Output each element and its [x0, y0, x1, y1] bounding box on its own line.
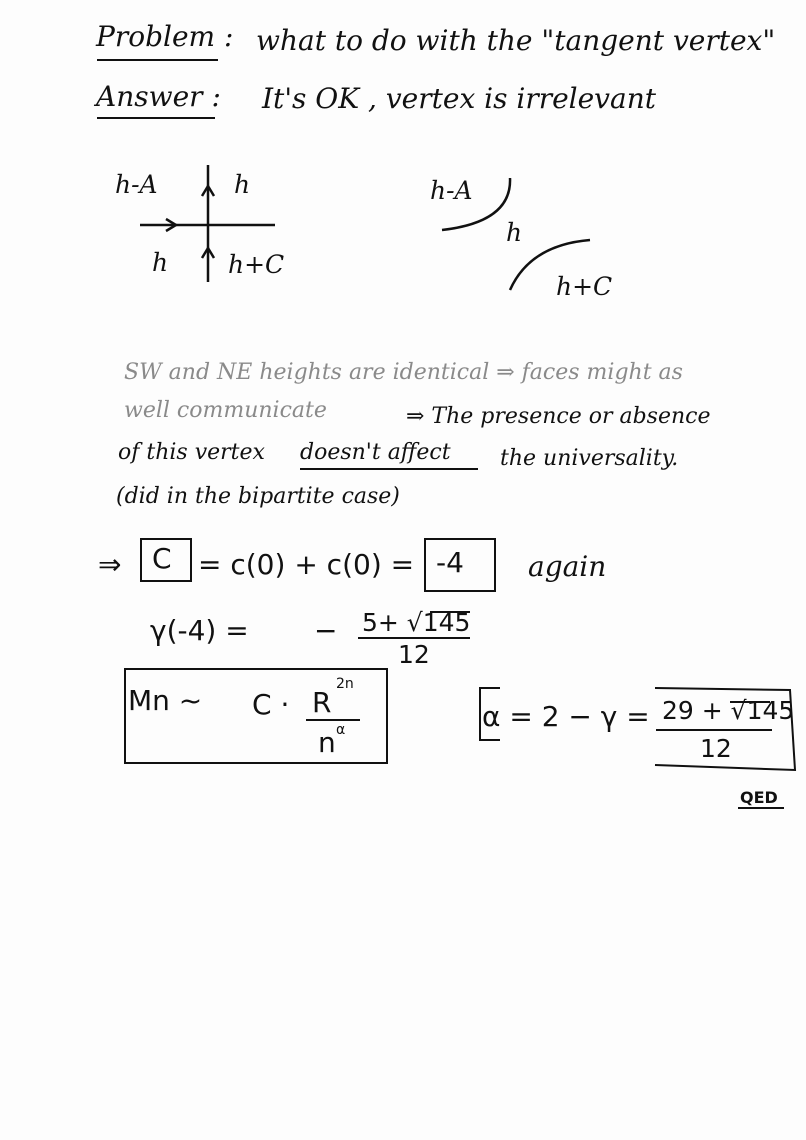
mn-denominator: n: [318, 726, 336, 759]
gamma-denominator: 12: [398, 640, 430, 669]
alpha-lhs: α = 2 − γ =: [482, 700, 650, 733]
answer-label: Answer :: [96, 80, 221, 113]
label-se: h+C: [228, 250, 285, 279]
paragraph-line4: (did in the bipartite case): [116, 484, 400, 509]
gamma-lhs: γ(-4) =: [150, 614, 249, 647]
label-sw: h: [152, 248, 169, 277]
paragraph-line3b: the universality.: [500, 446, 679, 471]
again-text: again: [528, 550, 607, 583]
c-rhs: = c(0) + c(0) =: [198, 548, 415, 581]
mn-lhs: Mn ~: [128, 684, 203, 717]
alpha-numerator: 29 + √145: [662, 696, 795, 725]
mn-numerator: R: [312, 686, 332, 719]
paragraph-line3a: of this vertex: [118, 440, 265, 465]
mn-c: C ·: [252, 688, 290, 721]
problem-label: Problem :: [96, 20, 234, 53]
mn-numerator-exponent: 2n: [336, 676, 354, 692]
c-value: -4: [436, 546, 464, 579]
arc-label-top: h-A: [430, 176, 473, 205]
paragraph-line2a: well communicate: [124, 398, 327, 423]
label-nw: h-A: [115, 170, 158, 199]
paragraph-line3-underlined: doesn't affect: [300, 440, 451, 465]
mn-denominator-exponent: α: [336, 722, 346, 738]
problem-text: what to do with the "tangent vertex": [256, 24, 776, 57]
arc-label-bottom: h+C: [556, 272, 613, 301]
arc-label-middle: h: [506, 218, 523, 247]
gamma-numerator: 5+ √145: [362, 608, 471, 637]
paragraph-line2b: ⇒ The presence or absence: [406, 404, 711, 429]
gamma-minus: −: [314, 614, 338, 647]
alpha-denominator: 12: [700, 734, 732, 763]
answer-text: It's OK , vertex is irrelevant: [262, 82, 656, 115]
implies-arrow: ⇒: [98, 548, 122, 581]
paragraph-line1: SW and NE heights are identical ⇒ faces might as: [124, 360, 683, 385]
label-ne: h: [234, 170, 251, 199]
c-symbol: C: [152, 542, 172, 575]
qed-mark: QED: [740, 788, 778, 807]
